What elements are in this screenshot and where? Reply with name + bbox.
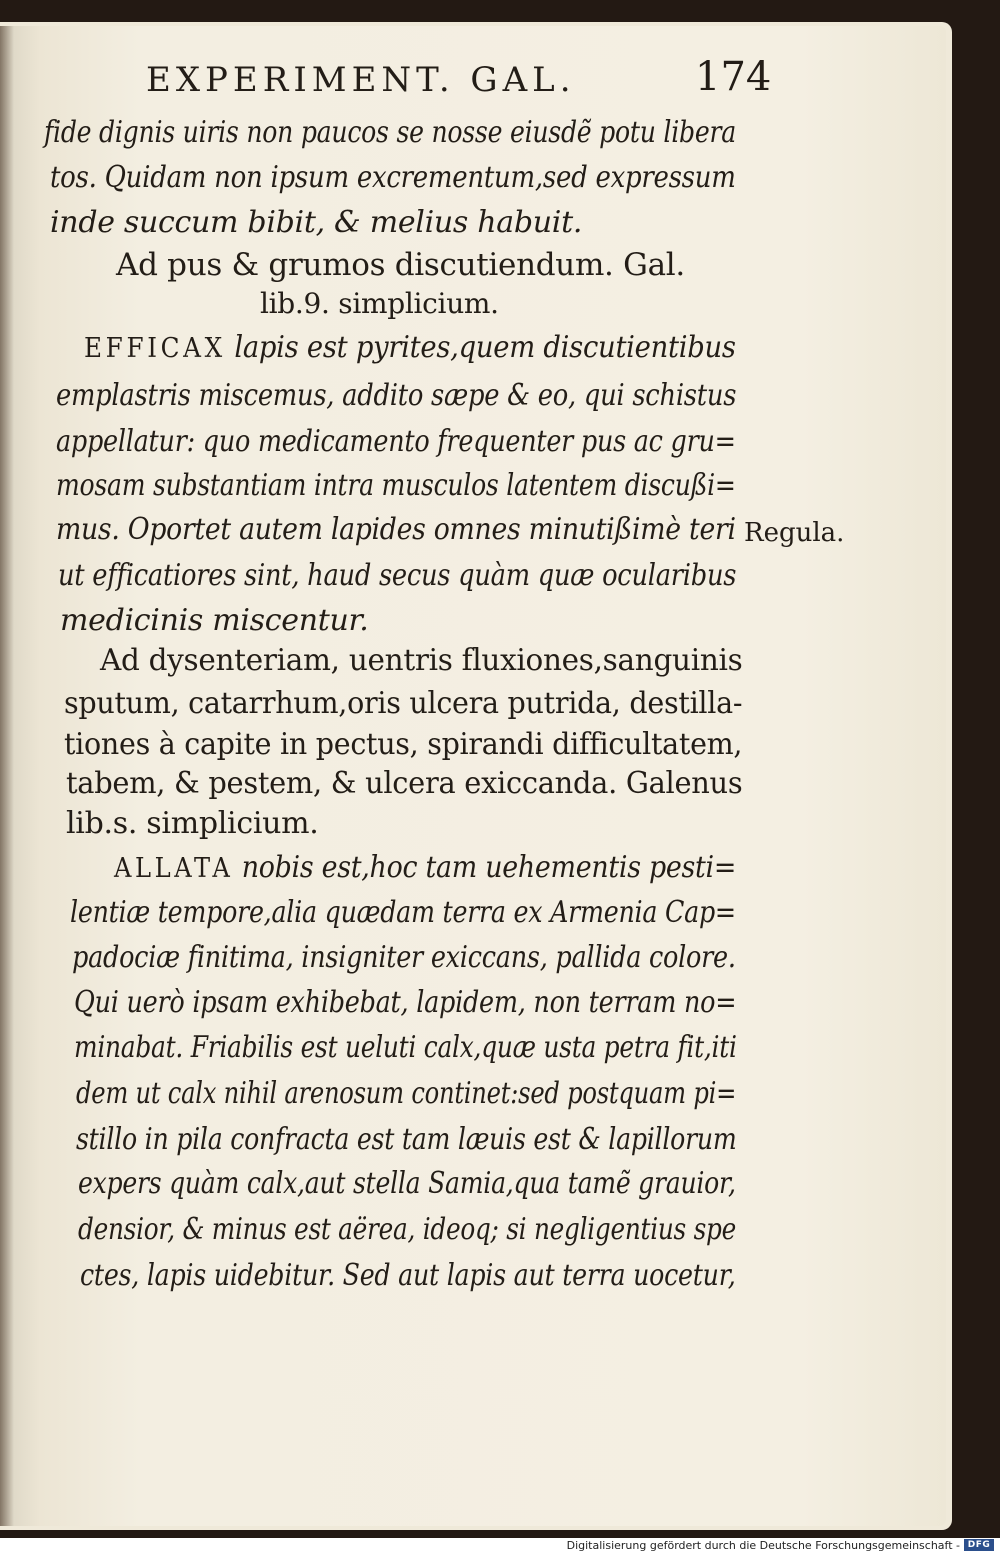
gutter-shadow: [0, 26, 14, 1526]
text-line: mosam substantiam intra musculos latentem discußi=: [56, 468, 736, 503]
page-number: 174: [695, 54, 772, 100]
section-heading: Ad pus & grumos discutiendum. Gal.: [116, 247, 685, 283]
text-line: inde succum bibit, & melius habuit.: [50, 205, 583, 240]
text-line: mus. Oportet autem lapides omnes minutißimè teri: [56, 512, 736, 547]
text-line: densior, & minus est aërea, ideoq; si negligentius spe: [78, 1212, 737, 1247]
dfg-logo: DFG: [964, 1539, 994, 1551]
text-line: tabem, & pestem, & ulcera exiccanda. Galenus: [66, 766, 743, 801]
text-line: lentiæ tempore,alia quædam terra ex Armenia Cap=: [70, 895, 736, 930]
text-line: fide dignis uiris non paucos se nosse eiusdẽ potu libera: [44, 115, 736, 150]
text-line: stillo in pila confracta est tam læuis est & lapillorum: [76, 1122, 737, 1157]
text-line: Ad dysenteriam, uentris fluxiones,sanguinis: [100, 643, 743, 678]
initial-word: EFFICAX: [84, 333, 226, 364]
text-line: ut efficatiores sint, haud secus quàm quæ ocularibus: [58, 558, 737, 593]
text-line: emplastris miscemus, addito sæpe & eo, qui schistus: [56, 378, 737, 413]
text-line: tos. Quidam non ipsum excrementum,sed expressum: [50, 160, 736, 195]
text-line: tiones à capite in pectus, spirandi difficultatem,: [64, 727, 743, 762]
text-line: lib.s. simplicium.: [66, 806, 319, 841]
text-line: [114, 850, 736, 885]
text-line: minabat. Friabilis est ueluti calx,quæ usta petra fit,iti: [74, 1030, 737, 1065]
text-line-rest: nobis est,hoc tam uehementis pesti=: [241, 850, 737, 885]
text-line-rest: lapis est pyrites,quem discutientibus: [234, 330, 736, 365]
text-line: ctes, lapis uidebitur. Sed aut lapis aut terra uocetur,: [80, 1258, 736, 1293]
initial-word: ALLATA: [114, 853, 234, 884]
text-line: padociæ finitima, insigniter exiccans, pallida colore.: [72, 940, 736, 975]
text-line: dem ut calx nihil arenosum continet:sed postquam pi=: [76, 1076, 737, 1111]
text-line: medicinis miscentur.: [60, 603, 369, 638]
text-line: [84, 330, 736, 365]
section-heading: lib.9. simplicium.: [260, 287, 499, 320]
digitization-credit: Digitalisierung gefördert durch die Deutsche Forschungsgemeinschaft -: [566, 1539, 960, 1552]
running-head: EXPERIMENT. GAL.: [146, 60, 576, 100]
text-line: appellatur: quo medicamento frequenter pus ac gru=: [56, 424, 736, 459]
text-line: Qui uerò ipsam exhibebat, lapidem, non terram no=: [74, 985, 737, 1020]
text-line: expers quàm calx,aut stella Samia,qua tamẽ grauior,: [78, 1166, 736, 1201]
text-line: sputum, catarrhum,oris ulcera putrida, destilla-: [64, 686, 743, 721]
margin-note: Regula.: [744, 518, 845, 548]
